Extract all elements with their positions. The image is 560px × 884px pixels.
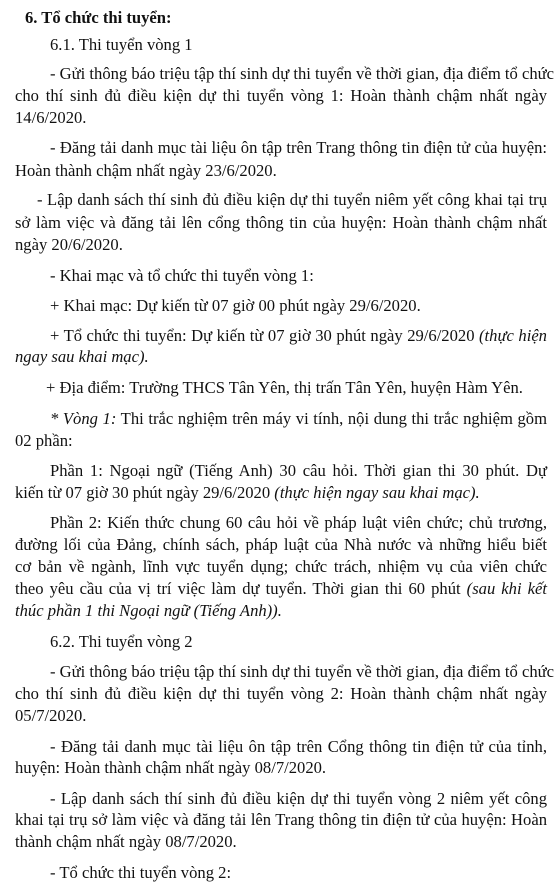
paragraph-line: - Khai mạc và tổ chức thi tuyển vòng 1: xyxy=(50,266,314,285)
paragraph-line: huyện: Hoàn thành chậm nhất ngày 08/7/2020. xyxy=(15,758,327,777)
section-heading: 6. Tổ chức thi tuyển: xyxy=(25,8,172,27)
paragraph-line: cơ bản về ngành, lĩnh vực tuyển dụng; chức trách, nhiệm vụ của viên chức xyxy=(15,557,547,576)
round1-heading: 6.1. Thi tuyển vòng 1 xyxy=(50,35,193,54)
paragraph-line: ngay sau khai mạc). xyxy=(15,347,149,366)
paragraph-line: + Tổ chức thi tuyển: Dự kiến từ 07 giờ 30 phút ngày 29/6/2020 (thực hiện xyxy=(50,326,547,345)
paragraph-line: 14/6/2020. xyxy=(15,108,87,127)
paragraph-line: - Đăng tải danh mục tài liệu ôn tập trên Cổng thông tin điện tử của tỉnh, xyxy=(50,737,547,756)
paragraph-line: - Gửi thông báo triệu tập thí sinh dự thi tuyển về thời gian, địa điểm tổ chức xyxy=(50,64,554,83)
paragraph-line: + Địa điểm: Trường THCS Tân Yên, thị trấn Tân Yên, huyện Hàm Yên. xyxy=(46,378,523,397)
paragraph-line: cho thí sinh đủ điều kiện dự thi tuyển vòng 1: Hoàn thành chậm nhất ngày xyxy=(15,86,547,105)
paragraph-line: 02 phần: xyxy=(15,431,73,450)
round2-heading: 6.2. Thi tuyển vòng 2 xyxy=(50,632,193,651)
paragraph-line: sở làm việc và đăng tải lên cổng thông tin của huyện: Hoàn thành chậm nhất xyxy=(15,213,547,232)
paragraph-line: thành chậm nhất ngày 08/7/2020. xyxy=(15,832,237,851)
paragraph-line: - Lập danh sách thí sinh đủ điều kiện dự thi tuyển vòng 2 niêm yết công xyxy=(50,789,547,808)
paragraph-line: * Vòng 1: Thi trắc nghiệm trên máy vi tính, nội dung thi trắc nghiệm gồm xyxy=(50,409,547,428)
paragraph-line: - Tổ chức thi tuyển vòng 2: xyxy=(50,863,232,882)
paragraph-line: 05/7/2020. xyxy=(15,706,87,725)
paragraph-line: khai tại trụ sở làm việc và đăng tải lên Trang thông tin điện tử của huyện: Hoàn xyxy=(15,810,547,829)
paragraph-line: - Đăng tải danh mục tài liệu ôn tập trên Trang thông tin điện tử của huyện: xyxy=(50,138,547,157)
paragraph-line: thúc phần 1 thi Ngoại ngữ (Tiếng Anh)). xyxy=(15,601,282,620)
paragraph-line: - Gửi thông báo triệu tập thí sinh dự thi tuyển về thời gian, địa điểm tổ chức xyxy=(50,662,554,681)
paragraph-line: + Khai mạc: Dự kiến từ 07 giờ 00 phút ngày 29/6/2020. xyxy=(50,296,421,315)
paragraph-line: Phần 1: Ngoại ngữ (Tiếng Anh) 30 câu hỏi. Thời gian thi 30 phút. Dự xyxy=(50,461,547,480)
paragraph-line: theo yêu cầu của vị trí việc làm dự tuyển. Thời gian thi 60 phút (sau khi kết xyxy=(15,579,547,598)
paragraph-line: Hoàn thành chậm nhất ngày 23/6/2020. xyxy=(15,161,277,180)
paragraph-line: đường lối của Đảng, chính sách, pháp luật của Nhà nước và những hiểu biết xyxy=(15,535,547,554)
paragraph-line: kiến từ 07 giờ 30 phút ngày 29/6/2020 (thực hiện ngay sau khai mạc). xyxy=(15,483,480,502)
paragraph-line: cho thí sinh đủ điều kiện dự thi tuyển vòng 2: Hoàn thành chậm nhất ngày xyxy=(15,684,547,703)
paragraph-line: - Lập danh sách thí sinh đủ điều kiện dự thi tuyển niêm yết công khai tại trụ xyxy=(37,190,547,209)
paragraph-line: ngày 20/6/2020. xyxy=(15,235,123,254)
paragraph-line: Phần 2: Kiến thức chung 60 câu hỏi về pháp luật viên chức; chủ trương, xyxy=(50,513,547,532)
